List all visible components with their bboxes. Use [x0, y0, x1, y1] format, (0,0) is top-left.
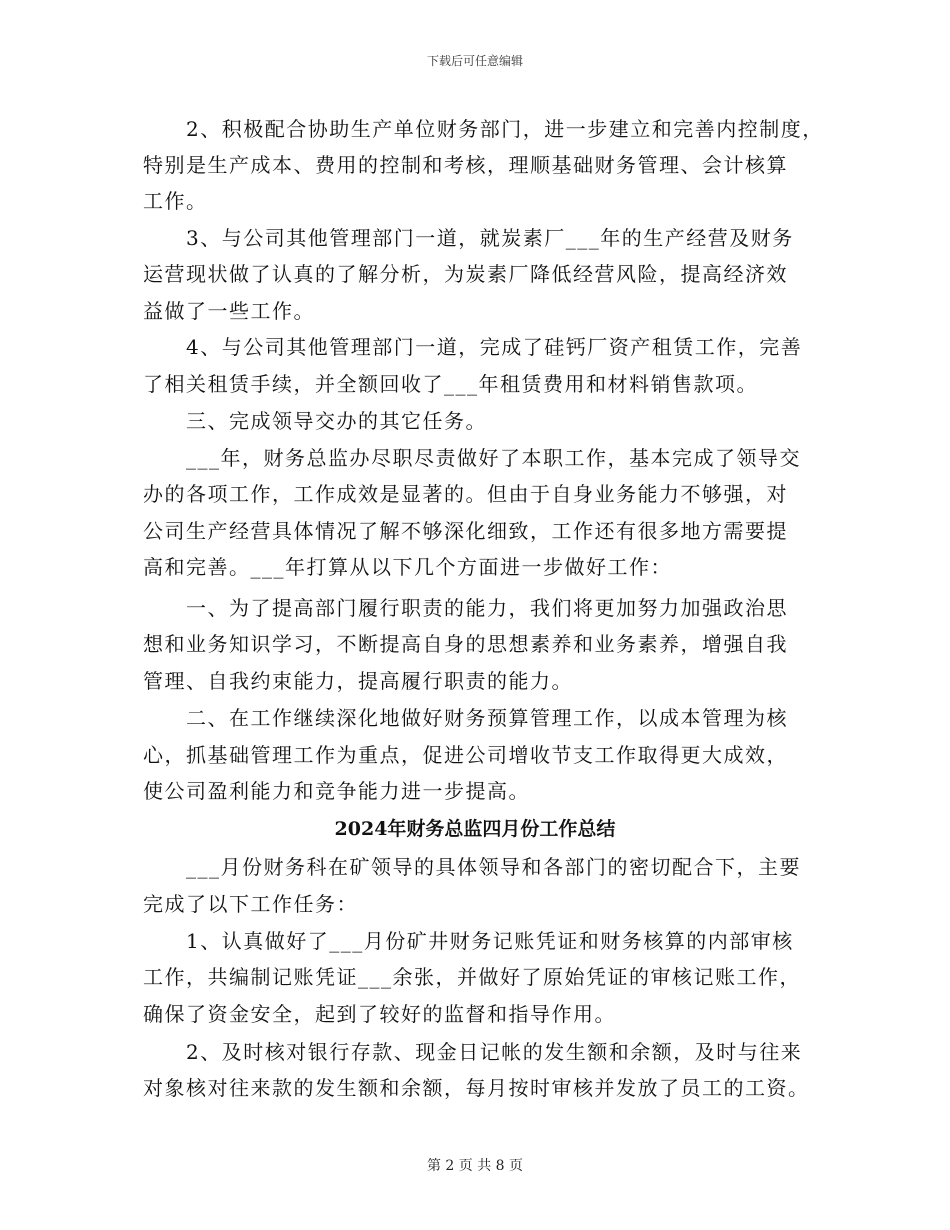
text-line: 公司生产经营具体情况了解不够深化细致，工作还有很多地方需要提 — [143, 519, 788, 543]
text-line: 心，抓基础管理工作为重点，促进公司增收节支工作取得更大成效， — [143, 743, 788, 767]
text-line: 1、认真做好了___月份矿井财务记账凭证和财务核算的内部审核 — [186, 929, 794, 953]
text-line: 完成了以下工作任务： — [143, 892, 358, 916]
text-line: 使公司盈利能力和竞争能力进一步提高。 — [143, 779, 530, 803]
page-header: 下载后可任意编辑 — [426, 54, 523, 68]
text-line: ___月份财务科在矿领导的具体领导和各部门的密切配合下，主要 — [186, 855, 801, 879]
text-line: 高和完善。___年打算从以下几个方面进一步做好工作： — [143, 555, 672, 579]
text-line: 三、完成领导交办的其它任务。 — [186, 409, 487, 433]
text-line: 特别是生产成本、费用的控制和考核，理顺基础财务管理、会计核算 — [143, 153, 788, 177]
text-line: 4、与公司其他管理部门一道，完成了硅钙厂资产租赁工作，完善 — [186, 335, 803, 359]
text-line: 益做了一些工作。 — [143, 299, 315, 323]
text-line: 管理、自我约束能力，提高履行职责的能力。 — [143, 669, 573, 693]
text-line: 3、与公司其他管理部门一道，就炭素厂___年的生产经营及财务 — [186, 226, 794, 250]
section-title: 2024年财务总监四月份工作总结 — [334, 818, 616, 840]
text-line: 对象核对往来款的发生额和余额，每月按时审核并发放了员工的工资。 — [143, 1076, 810, 1100]
text-line: 想和业务知识学习，不断提高自身的思想素养和业务素养，增强自我 — [143, 632, 788, 656]
text-line: 工作。 — [143, 189, 208, 213]
text-line: 运营现状做了认真的了解分析，为炭素厂降低经营风险，提高经济效 — [143, 262, 788, 286]
text-line: 办的各项工作，工作成效是显著的。但由于自身业务能力不够强，对 — [143, 482, 788, 506]
text-line: 2、及时核对银行存款、现金日记帐的发生额和余额，及时与往来 — [186, 1040, 803, 1064]
text-line: 工作，共编制记账凭证___余张，并做好了原始凭证的审核记账工作， — [143, 965, 801, 989]
page-number: 第 2 页 共 8 页 — [426, 1158, 524, 1174]
text-line: 一、为了提高部门履行职责的能力，我们将更加努力加强政治思 — [186, 596, 788, 620]
text-line: ___年，财务总监办尽职尽责做好了本职工作，基本完成了领导交 — [186, 446, 801, 470]
text-line: 2、积极配合协助生产单位财务部门，进一步建立和完善内控制度， — [186, 117, 824, 141]
text-line: 二、在工作继续深化地做好财务预算管理工作，以成本管理为核 — [186, 706, 788, 730]
text-line: 确保了资金安全，起到了较好的监督和指导作用。 — [143, 1002, 616, 1026]
text-line: 了相关租赁手续，并全额回收了___年租赁费用和材料销售款项。 — [143, 372, 758, 396]
